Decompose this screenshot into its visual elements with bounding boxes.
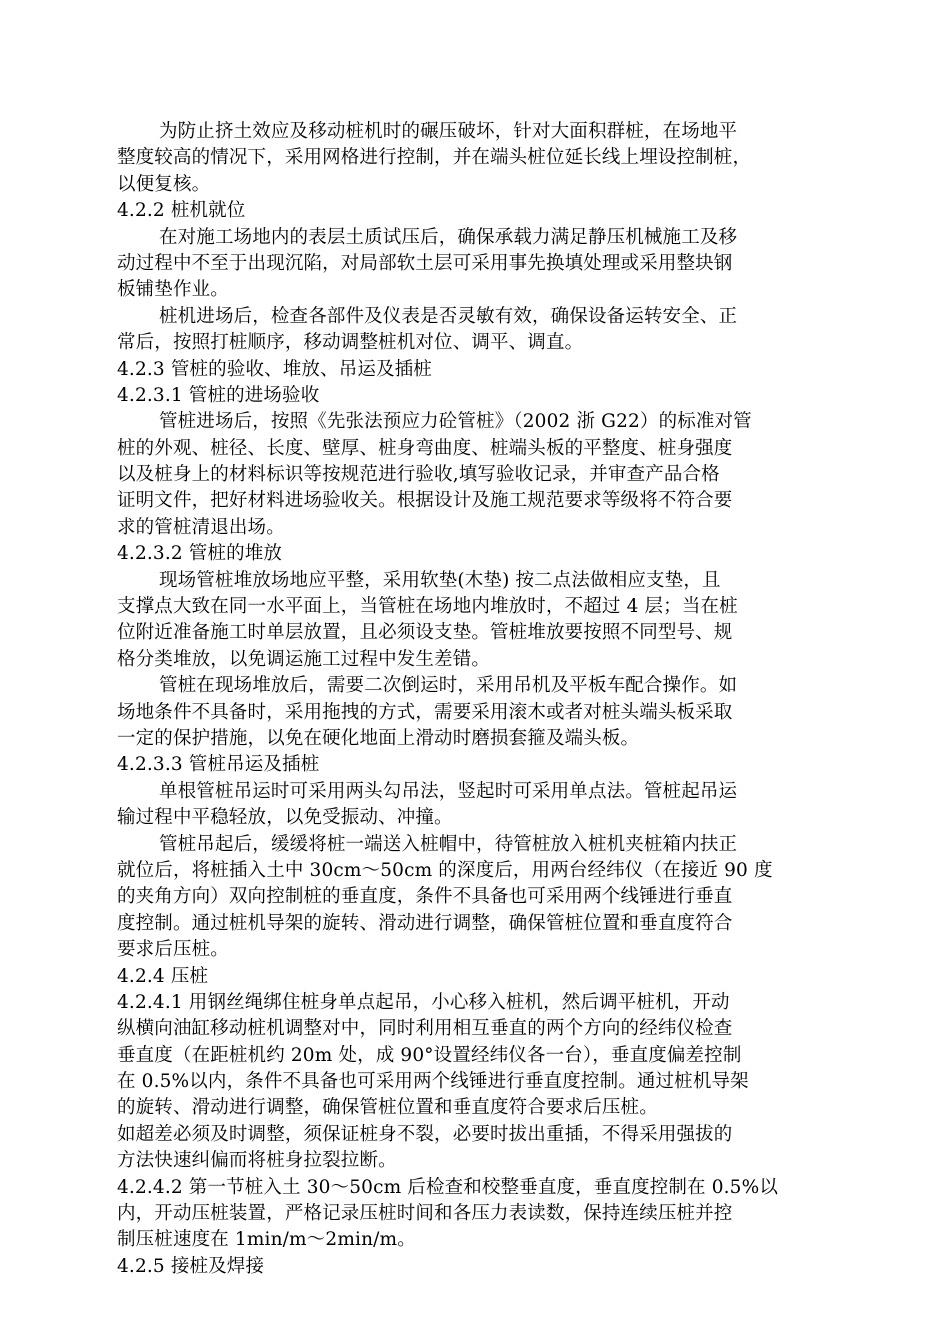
text-line: 整度较高的情况下，采用网格进行控制，并在端头桩位延长线上埋设控制桩，	[117, 147, 752, 169]
text-line: 动过程中不至于出现沉陷，对局部软土层可采用事先换填处理或采用整块钢	[117, 252, 733, 274]
text-line: 板铺垫作业。	[117, 279, 229, 301]
text-line: 管桩进场后，按照《先张法预应力砼管桩》（2002 浙 G22）的标准对管	[159, 411, 752, 433]
text-line: 的旋转、滑动进行调整，确保管桩位置和垂直度符合要求后压桩。	[117, 1097, 658, 1119]
text-line: 4.2.4.2 第一节桩入土 30～50cm 后检查和校整垂直度，垂直度控制在 0.5%以	[117, 1176, 778, 1198]
section-heading: 4.2.3.2 管桩的堆放	[117, 543, 283, 565]
text-line: 证明文件，把好材料进场验收关。根据设计及施工规范要求等级将不符合要	[117, 490, 733, 512]
text-line: 在 0.5%以内，条件不具备也可采用两个线锤进行垂直度控制。通过桩机导架	[117, 1071, 749, 1093]
text-line: 度控制。通过桩机导架的旋转、滑动进行调整，确保管桩位置和垂直度符合	[117, 912, 733, 934]
text-line: 输过程中平稳轻放，以免受振动、冲撞。	[117, 807, 453, 829]
text-line: 场地条件不具备时，采用拖拽的方式，需要采用滚木或者对桩头端头板采取	[117, 701, 733, 723]
text-line: 内，开动压桩装置，严格记录压桩时间和各压力表读数，保持连续压桩并控	[117, 1203, 733, 1225]
text-line: 格分类堆放，以免调运施工过程中发生差错。	[117, 648, 491, 670]
section-heading: 4.2.5 接桩及焊接	[117, 1255, 265, 1277]
text-line: 求的管桩清退出场。	[117, 516, 285, 538]
text-line: 垂直度（在距桩机约 20m 处，成 90°设置经纬仪各一台），垂直度偏差控制	[117, 1044, 742, 1066]
section-heading: 4.2.3.3 管桩吊运及插桩	[117, 754, 320, 776]
text-line: 一定的保护措施，以免在硬化地面上滑动时磨损套箍及端头板。	[117, 727, 640, 749]
text-line: 4.2.4.1 用钢丝绳绑住桩身单点起吊，小心移入桩机，然后调平桩机，开动	[117, 991, 730, 1013]
text-line: 制压桩速度在 1min/m～2min/m。	[117, 1229, 416, 1251]
document-body	[117, 119, 867, 1280]
section-heading: 4.2.3 管桩的验收、堆放、吊运及插桩	[117, 358, 432, 380]
text-line: 位附近准备施工时单层放置，且必须设支垫。管桩堆放要按照不同型号、规	[117, 622, 733, 644]
text-line: 在对施工场地内的表层土质试压后，确保承载力满足静压机械施工及移	[159, 226, 738, 248]
text-line: 就位后，将桩插入土中 30cm～50cm 的深度后，用两台经纬仪（在接近 90 度	[117, 859, 773, 881]
text-line: 为防止挤土效应及移动桩机时的碾压破坏，针对大面积群桩，在场地平	[159, 121, 738, 142]
text-line: 方法快速纠偏而将桩身拉裂拉断。	[117, 1150, 397, 1172]
section-heading: 4.2.3.1 管桩的进场验收	[117, 384, 320, 406]
text-line: 现场管桩堆放场地应平整，采用软垫(木垫) 按二点法做相应支垫，且	[159, 569, 721, 591]
text-line: 管桩吊起后，缓缓将桩一端送入桩帽中，待管桩放入桩机夹桩箱内扶正	[159, 833, 738, 855]
text-line: 的夹角方向）双向控制桩的垂直度，条件不具备也可采用两个线锤进行垂直	[117, 886, 733, 908]
section-heading: 4.2.4 压桩	[117, 965, 209, 987]
text-line: 管桩在现场堆放后，需要二次倒运时，采用吊机及平板车配合操作。如	[159, 675, 738, 697]
text-line: 如超差必须及时调整，须保证桩身不裂，必要时拔出重插，不得采用强拔的	[117, 1123, 733, 1145]
text-line: 桩机进场后，检查各部件及仪表是否灵敏有效，确保设备运转安全、正	[159, 305, 738, 327]
text-line: 以及桩身上的材料标识等按规范进行验收,填写验收记录，并审查产品合格	[117, 464, 720, 486]
section-heading: 4.2.2 桩机就位	[117, 200, 246, 222]
text-line: 支撑点大致在同一水平面上，当管桩在场地内堆放时，不超过 4 层；当在桩	[117, 596, 738, 618]
text-line: 单根管桩吊运时可采用两头勾吊法，竖起时可采用单点法。管桩起吊运	[159, 780, 738, 802]
text-line: 常后，按照打桩顺序，移动调整桩机对位、调平、调直。	[117, 332, 584, 354]
text-line: 桩的外观、桩径、长度、壁厚、桩身弯曲度、桩端头板的平整度、桩身强度	[117, 437, 733, 459]
text-line: 要求后压桩。	[117, 939, 229, 961]
text-line: 以便复核。	[117, 173, 211, 195]
text-line: 纵横向油缸移动桩机调整对中，同时利用相互垂直的两个方向的经纬仪检查	[117, 1018, 733, 1040]
